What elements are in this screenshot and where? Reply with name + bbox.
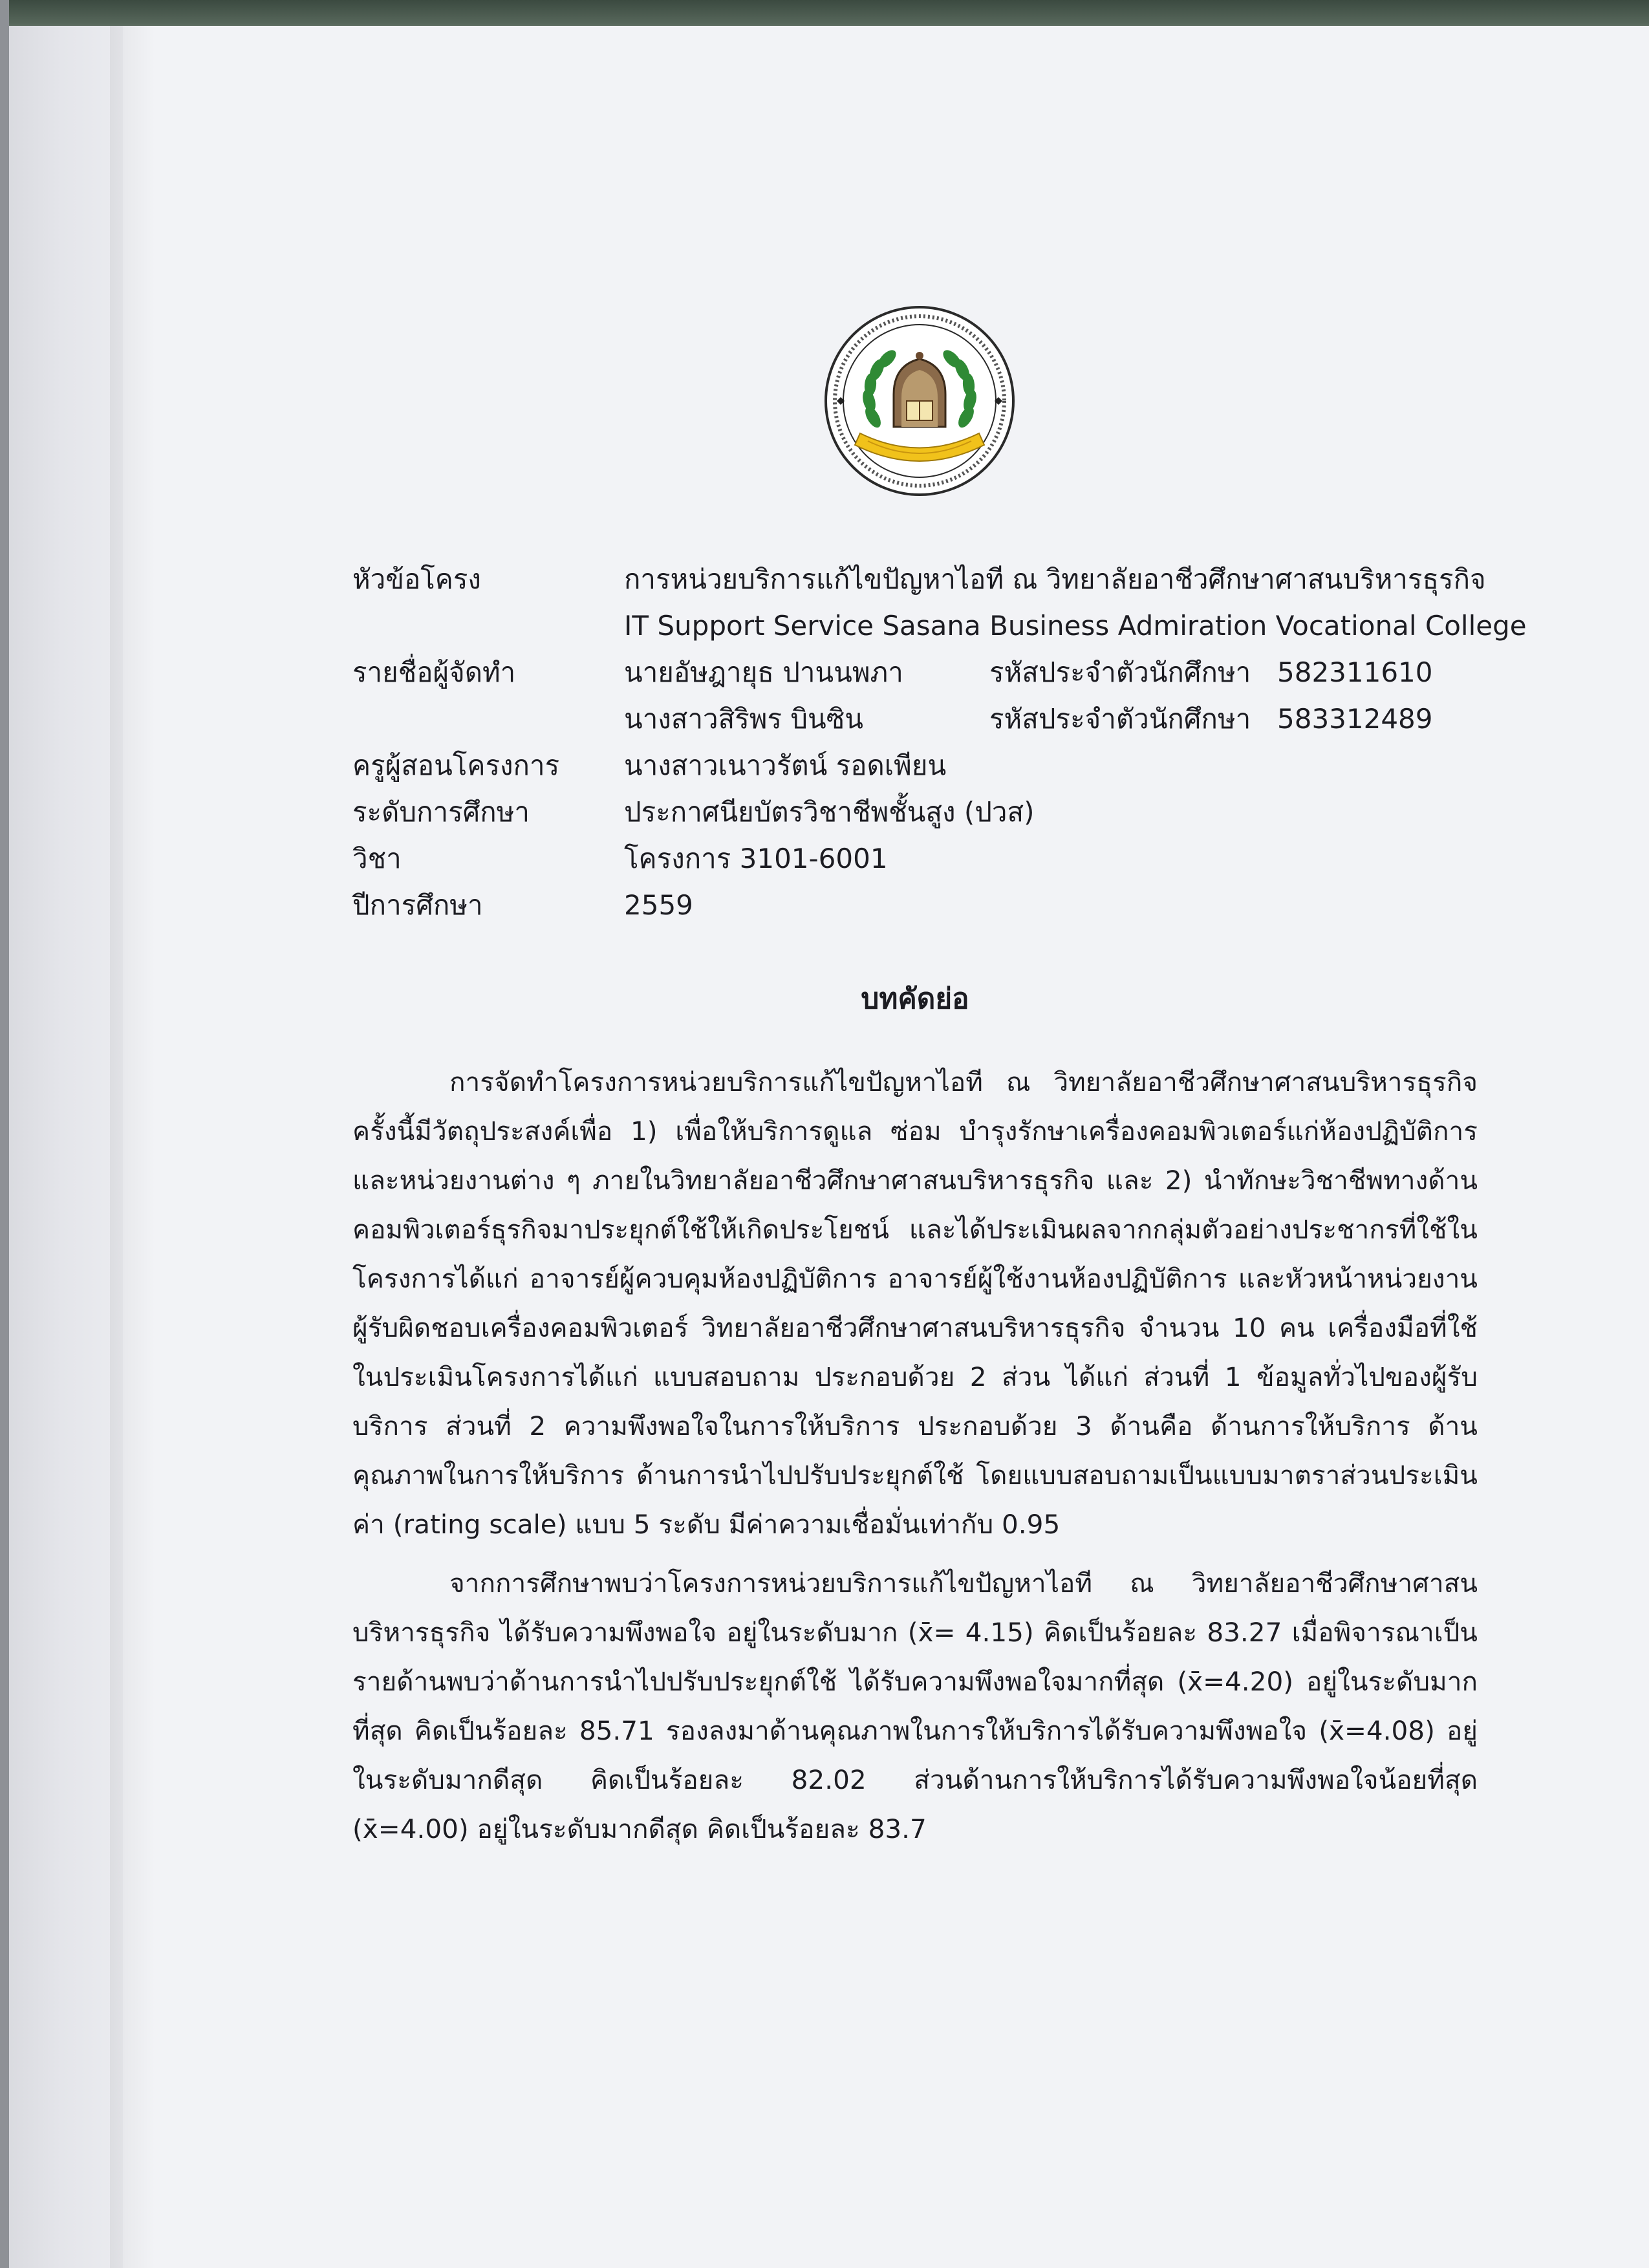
level-label: ระดับการศึกษา <box>352 796 530 828</box>
year-row <box>352 882 1478 929</box>
authors-label: รายชื่อผู้จัดทำ <box>352 656 516 688</box>
author-name: นางสาวสิริพร บินซิน <box>624 703 863 735</box>
project-info-table <box>352 556 1527 929</box>
education-level: ประกาศนียบัตรวิชาชีพชั้นสูง (ปวส) <box>624 796 1035 828</box>
project-title-en-row <box>352 603 1527 649</box>
abstract-heading: บทคัดย่อ <box>861 982 969 1015</box>
student-id-label: รหัสประจำตัวนักศึกษา <box>989 703 1251 735</box>
advisor-row <box>352 742 1478 789</box>
project-title-label: หัวข้อโครง <box>352 563 481 595</box>
college-seal-icon <box>823 304 1017 498</box>
level-row <box>352 789 1478 836</box>
student-id: 583312489 <box>1277 703 1433 735</box>
student-id: 582311610 <box>1277 656 1433 688</box>
author-name: นายอัษฎายุธ ปานนพภา <box>624 656 903 688</box>
academic-year: 2559 <box>624 889 693 921</box>
scan-left-edge <box>0 0 9 2268</box>
project-title-en: IT Support Service Sasana Business Admiration Vocational College <box>624 610 1527 642</box>
subject-label: วิชา <box>352 843 402 874</box>
advisor-label: ครูผู้สอนโครงการ <box>352 750 560 781</box>
project-title-row <box>352 556 1486 603</box>
subject-name: โครงการ 3101-6001 <box>624 843 888 874</box>
author-row <box>352 649 1478 696</box>
project-title-th: การหน่วยบริการแก้ไขปัญหาไอที ณ วิทยาลัยอาชีวศึกษาศาสนบริหารธุรกิจ <box>624 563 1486 595</box>
abstract-paragraph: การจัดทำโครงการหน่วยบริการแก้ไขปัญหาไอที ณ วิทยาลัยอาชีวศึกษาศาสนบริหารธุรกิจ ครั้งนี้มีวัตถุประสงค์เพื่อ 1) เพื่อให้บริการดูแล ซ่อม บำรุงรักษาเครื่องคอมพิวเตอร์แก่ห้องปฏิบัติการและหน่วยงานต่าง ๆ ภายในวิทยาลัยอาชีวศึกษาศาสนบริหารธุรกิจ และ 2) นำทักษะวิชาชีพทางด้านคอมพิวเตอร์ธุรกิจมาประยุกต์ใช้ให้เกิดประโยชน์ และได้ประเมินผลจากกลุ่มตัวอย่างประชากรที่ใช้ในโครงการได้แก่ อาจารย์ผู้ควบคุมห้องปฏิบัติการ อาจารย์ผู้ใช้งานห้องปฏิบัติการ และหัวหน้าหน่วยงานผู้รับผิดชอบเครื่องคอมพิวเตอร์ วิทยาลัยอาชีวศึกษาศาสนบริหารธุรกิจ จำนวน 10 คน เครื่องมือที่ใช้ในประเมินโครงการได้แก่ แบบสอบถาม ประกอบด้วย 2 ส่วน ได้แก่ ส่วนที่ 1 ข้อมูลทั่วไปของผู้รับบริการ ส่วนที่ 2 ความพึงพอใจในการให้บริการ ประกอบด้วย 3 ด้านคือ ด้านการให้บริการ ด้านคุณภาพในการให้บริการ ด้านการนำไปปรับประยุกต์ใช้ โดยแบบสอบถามเป็นแบบมาตราส่วนประเมินค่า (rating scale) แบบ 5 ระดับ มีค่าความเชื่อมั่นเท่ากับ 0.95 <box>352 1066 1478 1540</box>
page-fold-shadow <box>110 26 155 2268</box>
scan-left-margin <box>0 26 123 2268</box>
author-row <box>352 696 1478 742</box>
subject-row <box>352 836 1478 882</box>
advisor-name: นางสาวเนาวรัตน์ รอดเพียน <box>624 750 947 781</box>
findings-paragraph: จากการศึกษาพบว่าโครงการหน่วยบริการแก้ไขปัญหาไอที ณ วิทยาลัยอาชีวศึกษาศาสนบริหารธุรกิจ ได้รับความพึงพอใจ อยู่ในระดับมาก (x̄= 4.15) คิดเป็นร้อยละ 83.27 เมื่อพิจารณาเป็นรายด้านพบว่าด้านการนำไปปรับประยุกต์ใช้ ได้รับความพึงพอใจมากที่สุด (x̄=4.20) อยู่ในระดับมากที่สุด คิดเป็นร้อยละ 85.71 รองลงมาด้านคุณภาพในการให้บริการได้รับความพึงพอใจ (x̄=4.08) อยู่ในระดับมากดีสุด คิดเป็นร้อยละ 82.02 ส่วนด้านการให้บริการได้รับความพึงพอใจน้อยที่สุด (x̄=4.00) อยู่ในระดับมากดีสุด คิดเป็นร้อยละ 83.7 <box>352 1568 1478 1844</box>
year-label: ปีการศึกษา <box>352 889 483 921</box>
student-id-label: รหัสประจำตัวนักศึกษา <box>989 656 1251 688</box>
